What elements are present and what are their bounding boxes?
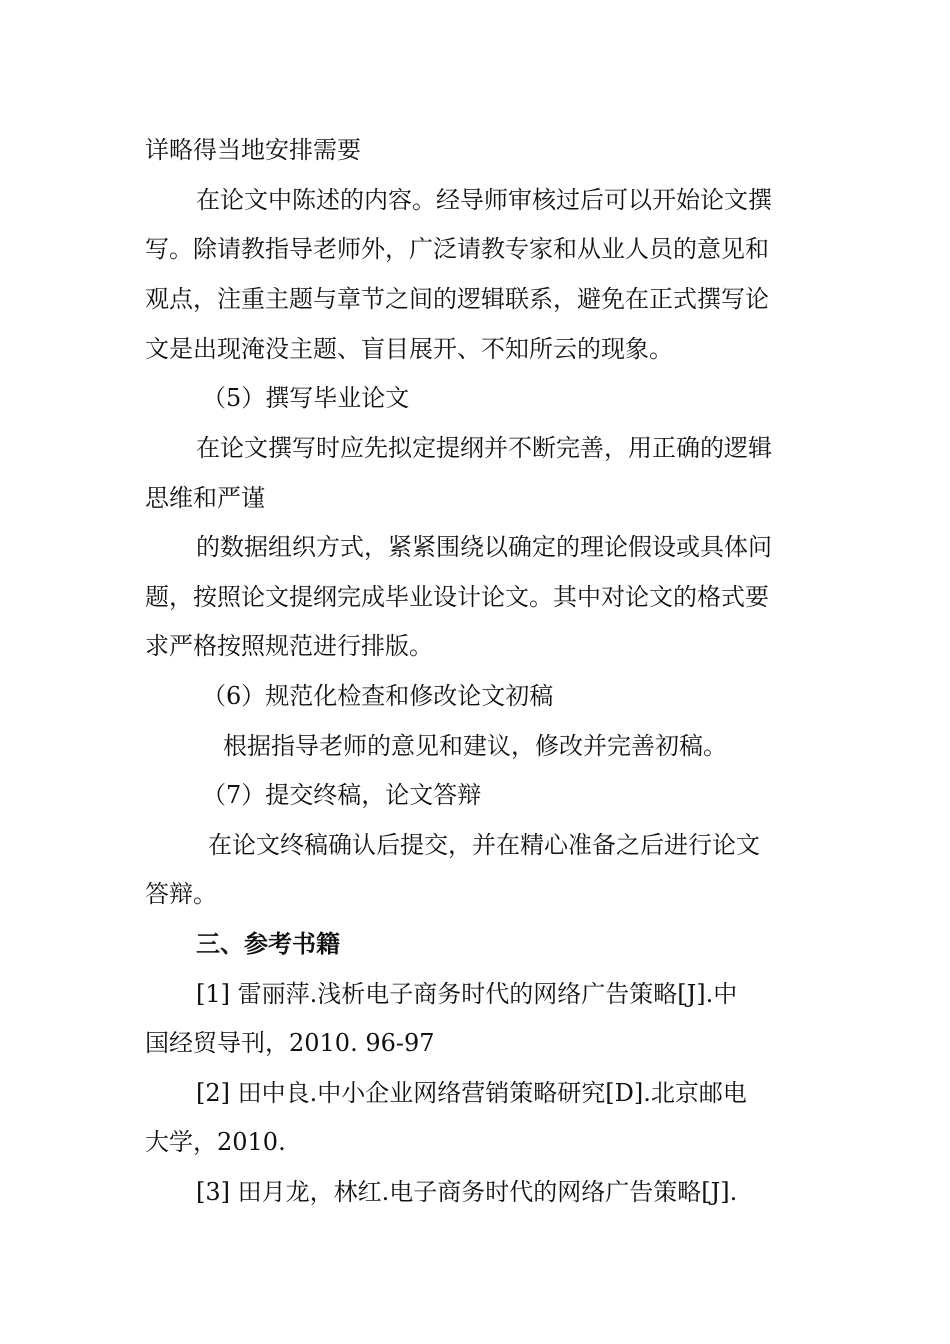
paragraph-line: 观点，注重主题与章节之间的逻辑联系，避免在正式撰写论 bbox=[145, 285, 769, 313]
paragraph-line: 答辩。 bbox=[145, 880, 217, 908]
paragraph-line: 在论文终稿确认后提交，并在精心准备之后进行论文 bbox=[208, 831, 760, 859]
reference-item: [3] 田月龙，林红.电子商务时代的网络广告策略[J]. bbox=[196, 1178, 738, 1206]
paragraph-line: 的数据组织方式，紧紧围绕以确定的理论假设或具体问 bbox=[196, 533, 772, 561]
section-heading: （7）提交终稿，论文答辩 bbox=[202, 781, 482, 809]
reference-item-continuation: 大学，2010. bbox=[145, 1128, 286, 1156]
paragraph-line: 在论文撰写时应先拟定提纲并不断完善，用正确的逻辑 bbox=[196, 434, 772, 462]
paragraph-line: 题，按照论文提纲完成毕业设计论文。其中对论文的格式要 bbox=[145, 583, 769, 611]
paragraph-line: 写。除请教指导老师外，广泛请教专家和从业人员的意见和 bbox=[145, 235, 769, 263]
paragraph-line: 详略得当地安排需要 bbox=[145, 136, 361, 164]
paragraph-line: 在论文中陈述的内容。经导师审核过后可以开始论文撰 bbox=[196, 186, 772, 214]
section-heading: （6）规范化检查和修改论文初稿 bbox=[202, 682, 554, 710]
paragraph-line: 文是出现淹没主题、盲目展开、不知所云的现象。 bbox=[145, 335, 673, 363]
paragraph-line: 根据指导老师的意见和建议，修改并完善初稿。 bbox=[223, 732, 727, 760]
paragraph-line: 求严格按照规范进行排版。 bbox=[145, 632, 433, 660]
reference-item: [1] 雷丽萍.浅析电子商务时代的网络广告策略[J].中 bbox=[196, 980, 738, 1008]
reference-item-continuation: 国经贸导刊，2010. 96-97 bbox=[145, 1029, 435, 1057]
reference-item: [2] 田中良.中小企业网络营销策略研究[D].北京邮电 bbox=[196, 1079, 747, 1107]
references-heading: 三、参考书籍 bbox=[196, 929, 340, 958]
paragraph-line: 思维和严谨 bbox=[145, 484, 265, 512]
section-heading: （5）撰写毕业论文 bbox=[202, 384, 410, 412]
